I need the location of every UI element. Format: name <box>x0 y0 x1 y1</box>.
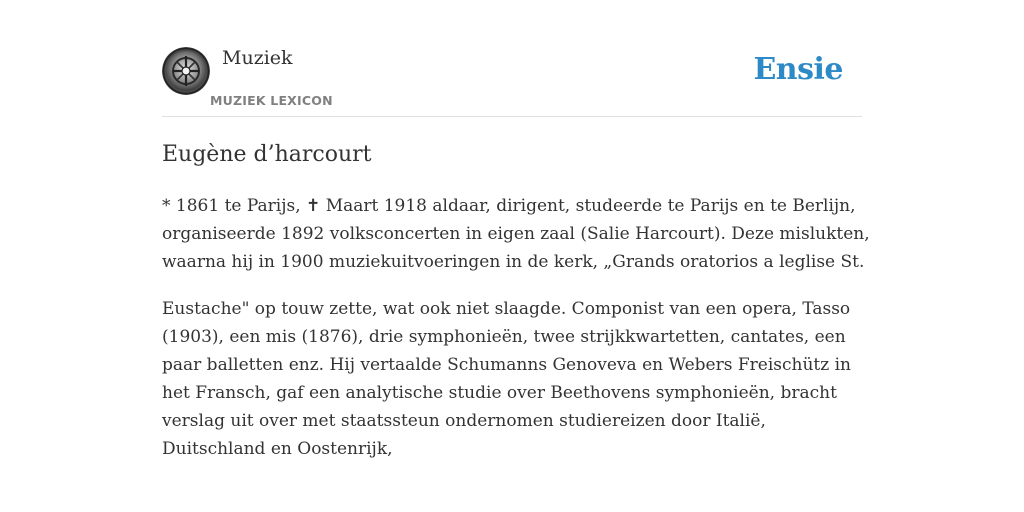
text-line: het Fransch, gaf een analytische studie over Beethovens symphonieën, bracht <box>162 383 837 403</box>
article-paragraph-2 <box>162 295 862 463</box>
text-line: verslag uit over met staatssteun ondernomen studiereizen door Italië, <box>162 411 766 431</box>
text-line: organiseerde 1892 volksconcerten in eigen zaal (Salie Harcourt). Deze mislukten, <box>162 224 870 244</box>
musical-emblem-icon[interactable] <box>162 47 210 95</box>
text-line: Duitschland en Oostenrijk, <box>162 439 393 459</box>
brand-logo[interactable]: Ensie <box>753 52 843 87</box>
text-line: (1903), een mis (1876), drie symphonieën, twee strijkkwartetten, cantates, een <box>162 327 846 347</box>
text-line: Eustache" op touw zette, wat ook niet slaagde. Componist van een opera, Tasso <box>162 299 851 319</box>
source-subtitle[interactable]: MUZIEK LEXICON <box>210 93 333 108</box>
source-name[interactable]: Muziek <box>222 47 293 69</box>
article-title: Eugène d’harcourt <box>162 142 372 167</box>
text-line: paar balletten enz. Hij vertaalde Schumanns Genoveva en Webers Freischütz in <box>162 355 851 375</box>
text-line: waarna hij in 1900 muziekuitvoeringen in de kerk, „Grands oratorios a leglise St. <box>162 252 865 272</box>
header <box>162 40 862 117</box>
text-line: * 1861 te Parijs, ✝ Maart 1918 aldaar, dirigent, studeerde te Parijs en te Berlijn, <box>162 196 856 216</box>
article-paragraph-1 <box>162 192 870 276</box>
